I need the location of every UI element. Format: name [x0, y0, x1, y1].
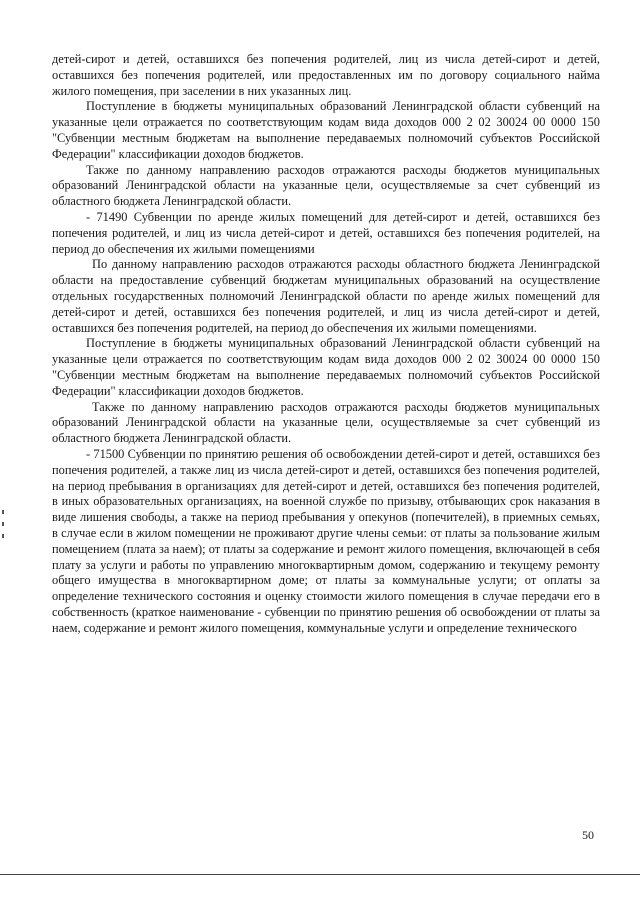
paragraph-heading-71500: - 71500 Субвенции по принятию решения об освобождении детей-сирот и детей, оставшихся без попечения родителей, а также лиц из числа детей-сирот и детей, оставшихся без попечения родителей, на период пребывания в организациях для детей-сирот и детей, оставшихся без попечения родителей, в иных образовательных организациях, на военной службе по призыву, отбывающих срок наказания в виде лишения свободы, а также на период пребывания у опекунов (попечителей), в приемных семьях, в случае если в жилом помещении не проживают другие члены семьи: от платы за пользование жилым помещением (плата за наем); от платы за содержание и ремонт жилого помещения, включающей в себя плату за услуги и работы по управлению многоквартирным домом, содержанию и текущему ремонту общего имущества в многоквартирном доме; от платы за коммунальные услуги; от оплаты за определение технического состояния и оценку стоимости жилого помещения в случае передачи его в собственность (краткое наименование - субвенции по принятию решения об освобождении от платы за наем, содержание и ремонт жилого помещения, коммунальные услуги и определение технического [52, 446, 600, 635]
margin-scan-marks [2, 510, 5, 546]
paragraph: Также по данному направлению расходов отражаются расходы бюджетов муниципальных образований Ленинградской области на указанные цели, осуществляемые за счет субвенций из областного бюджета Ленинградской области. [52, 399, 600, 446]
body-text [52, 52, 600, 636]
paragraph: По данному направлению расходов отражаются расходы областного бюджета Ленинградской области на предоставление субвенций бюджетам муниципальных образований на осуществление отдельных государственных полномочий Ленинградской области по аренде жилых помещений для детей-сирот и детей, оставшихся без попечения родителей, и лиц из числа детей-сирот и детей, оставшихся без попечения родителей, на период до обеспечения их жилыми помещениями. [52, 257, 600, 335]
paragraph-continuation: детей-сирот и детей, оставшихся без попечения родителей, лиц из числа детей-сирот и детей, оставшихся без попечения родителей, или предоставленных им по договору социального найма жилого помещения, при заселении в них указанных лиц. [52, 52, 600, 98]
page-number: 50 [582, 828, 594, 842]
paragraph: Поступление в бюджеты муниципальных образований Ленинградской области субвенций на указанные цели отражается по соответствующим кодам вида доходов 000 2 02 30024 00 0000 150 "Субвенции местным бюджетам на выполнение передаваемых полномочий субъектов Российской Федерации" классификации доходов бюджетов. [52, 99, 600, 161]
bottom-rule [0, 874, 640, 875]
paragraph: Также по данному направлению расходов отражаются расходы бюджетов муниципальных образований Ленинградской области на указанные цели, осуществляемые за счет субвенций из областного бюджета Ленинградской области. [52, 162, 600, 209]
paragraph: Поступление в бюджеты муниципальных образований Ленинградской области субвенций на указанные цели отражается по соответствующим кодам вида доходов 000 2 02 30024 00 0000 150 "Субвенции местным бюджетам на выполнение передаваемых полномочий субъектов Российской Федерации" классификации доходов бюджетов. [52, 336, 600, 398]
paragraph-heading-71490: - 71490 Субвенции по аренде жилых помещений для детей-сирот и детей, оставшихся без попечения родителей, и лиц из числа детей-сирот и детей, оставшихся без попечения родителей, на период до обеспечения их жилыми помещениями [52, 209, 600, 256]
